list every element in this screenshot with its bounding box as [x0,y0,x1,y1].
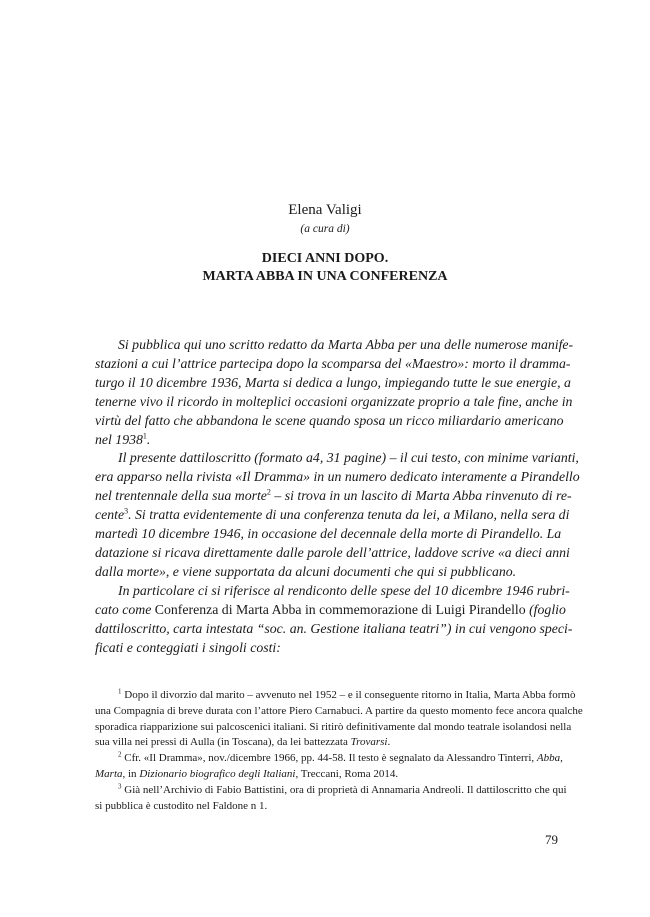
footnote-ref-2: 2 [266,487,271,497]
text-line: stazioni a cui l’attrice partecipa dopo la scomparsa del «Maestro»: morto il dramma- [95,355,571,371]
footnote-2 [95,750,563,783]
text-line: martedì 10 dicembre 1946, in occasione del decennale della morte di Pirandello. La [95,526,562,542]
text-fragment: nel trentennale della sua morte [95,488,267,504]
footnote-1 [95,687,583,751]
text-line: si pubblica è custodito nel Faldone n 1. [95,799,268,812]
paragraph-3 [95,582,573,658]
text-fragment: cente [95,507,125,523]
text-line [95,601,566,620]
text-line [95,782,567,799]
italic-fragment: Dizionario biografico degli Italiani [139,767,296,780]
title-line-1: DIECI ANNI DOPO. [261,251,389,266]
text-line: una Compagnia di breve durata con l’attore Piero Carnabuci. A partire da questo momento fece ancora qualche [95,704,583,717]
text-fragment: Già nell’Archivio di Fabio Battistini, ora di proprietà di Annamaria Andreoli. Il dattiloscritto che qui [121,783,567,796]
footnote-ref-1: 1 [142,430,147,440]
text-line: era apparso nella rivista «Il Dramma» in un numero dedicato interamente a Pirandello [95,469,580,485]
text-fragment: , in [122,767,140,780]
body-text [95,336,580,657]
text-line [95,506,570,525]
italic-fragment: Trovarsi [350,736,388,749]
title-line-2: MARTA ABBA IN UNA CONFERENZA [202,269,448,284]
text-line: virtù del fatto che abbandona le scene quando sposa un ricco miliardario americano [95,412,564,428]
footnote-ref-3: 3 [124,506,129,516]
text-line [95,687,576,704]
paragraph-1 [95,336,574,449]
italic-fragment: Abba, [536,752,563,765]
footnote-3 [95,782,567,815]
text-fragment: , Treccani, Roma 2014. [295,767,399,780]
text-line [95,487,572,506]
text-fragment: cato come [95,601,155,617]
footnote-mark: 1 [118,687,122,696]
text-line: Il presente dattiloscritto (formato a4, 31 pagine) – il cui testo, con minime varianti, [118,450,579,466]
footnote-mark: 2 [118,750,122,759]
text-line: nel 1938$^1$. [95,430,151,447]
article-title [0,250,650,286]
text-fragment: sua villa nei pressi di Aulla (in Toscana), da lei battezzata [95,736,351,749]
text-line: Si pubblica qui uno scritto redatto da Marta Abba per una delle numerose manife- [118,337,574,352]
footnote-mark: 3 [118,782,122,791]
text-line [95,767,558,783]
text-line: dattiloscritto, carta intestata “soc. an. Gestione italiana teatri”) in cui vengono speci- [95,620,573,636]
text-line [95,735,558,751]
text-fragment: . [387,736,391,749]
text-line [95,750,563,767]
text-line: ficati e conteggiati i singoli costi: [95,639,281,655]
text-fragment: . Si tratta evidentemente di una conferenza tenuta da lei, a Milano, nella sera di [128,507,570,523]
text-line: datazione si ricava direttamente dalle parole dell’attrice, laddove scrive «a dieci anni [95,544,570,560]
footnotes [95,687,583,814]
text-line: sporadica riapparizione sui palcoscenici italiani. Si ritirò definitivamente dal mondo teatrale isolandosi nella [95,720,572,733]
page-number: 79 [545,832,558,847]
text-fragment: Cfr. «Il Dramma», nov./dicembre 1966, pp. 44-58. Il testo è segnalato da Alessandro Tinterri, [121,752,537,765]
author-name: Elena Valigi [288,202,362,218]
text-line: tenerne vivo il ricordo in molteplici occasioni organizzate proprio a tale fine, anche in [95,393,573,409]
text-line: dalla morte», e viene supportata da alcuni documenti che qui si pubblicano. [95,563,517,579]
text-fragment: (foglio [525,601,566,617]
upright-title: Conferenza di Marta Abba in commemorazione di Luigi Pirandello [154,601,526,617]
text-line: In particolare ci si riferisce al rendiconto delle spese del 10 dicembre 1946 rubri- [118,582,570,598]
text-line: turgo il 10 dicembre 1936, Marta si dedica a lungo, impiegando tutte le sue energie, a [95,374,571,390]
italic-fragment: Marta [95,767,123,780]
text-fragment: nel 1938 [95,431,143,447]
editor-note: (a cura di) [300,223,350,235]
paragraph-2 [95,449,580,581]
text-fragment: – si trova in un lascito di Marta Abba rinvenuto di re- [270,488,572,504]
text-fragment: Dopo il divorzio dal marito – avvenuto nel 1952 – e il conseguente ritorno in Italia, Marta Abba formò [121,689,576,701]
